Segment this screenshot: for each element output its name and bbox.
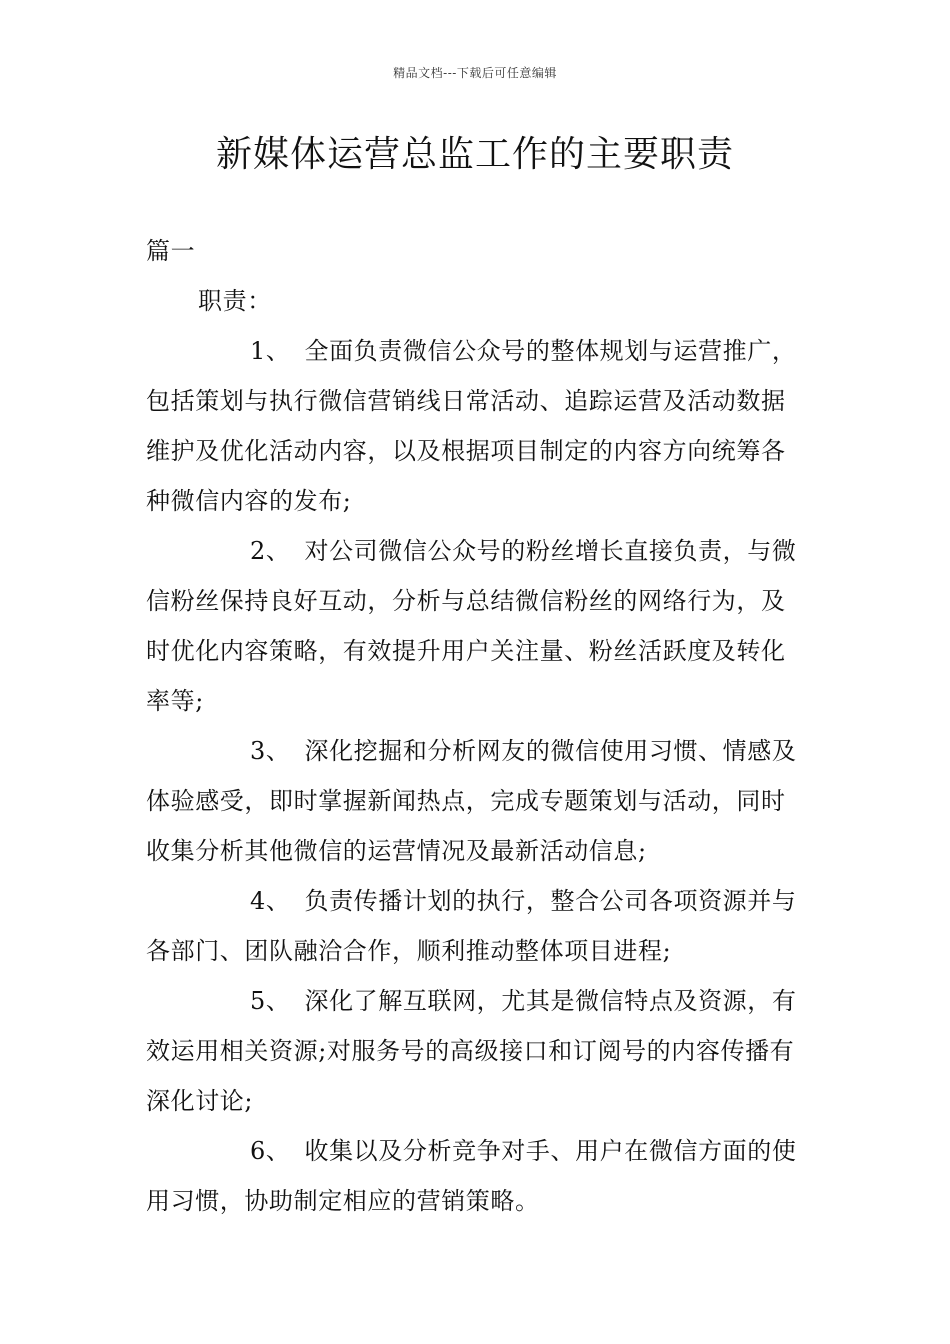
item-text: 收集以及分析竞争对手、用户在微信方面的使用习惯，协助制定相应的营销策略。 (146, 1137, 797, 1215)
list-item (146, 526, 806, 726)
list-item (146, 976, 806, 1126)
item-text: 深化挖掘和分析网友的微信使用习惯、情感及体验感受，即时掌握新闻热点，完成专题策划与活动，同时收集分析其他微信的运营情况及最新活动信息; (146, 737, 797, 865)
item-text: 负责传播计划的执行，整合公司各项资源并与各部门、团队融洽合作，顺利推动整体项目进程; (146, 887, 797, 965)
document-title: 新媒体运营总监工作的主要职责 (215, 134, 734, 175)
item-number: 4、 (250, 887, 291, 915)
list-item (146, 326, 806, 526)
item-number: 3、 (250, 737, 291, 765)
item-number: 6、 (250, 1137, 291, 1165)
section-label: 篇一 (146, 237, 196, 265)
list-item (146, 726, 806, 876)
list-item (146, 1126, 806, 1226)
subheading: 职责： (198, 287, 272, 315)
item-text: 全面负责微信公众号的整体规划与运营推广，包括策划与执行微信营销线日常活动、追踪运营及活动数据维护及优化活动内容，以及根据项目制定的内容方向统筹各种微信内容的发布; (146, 337, 797, 515)
document-body (146, 226, 806, 1226)
item-number: 5、 (250, 987, 291, 1015)
item-number: 1、 (250, 337, 291, 365)
header-note: 精品文档---下载后可任意编辑 (393, 66, 557, 80)
item-text: 深化了解互联网，尤其是微信特点及资源，有效运用相关资源;对服务号的高级接口和订阅号的内容传播有深化讨论; (146, 987, 797, 1115)
list-item (146, 876, 806, 976)
item-number: 2、 (250, 537, 291, 565)
item-text: 对公司微信公众号的粉丝增长直接负责，与微信粉丝保持良好互动，分析与总结微信粉丝的网络行为，及时优化内容策略，有效提升用户关注量、粉丝活跃度及转化率等; (146, 537, 797, 715)
